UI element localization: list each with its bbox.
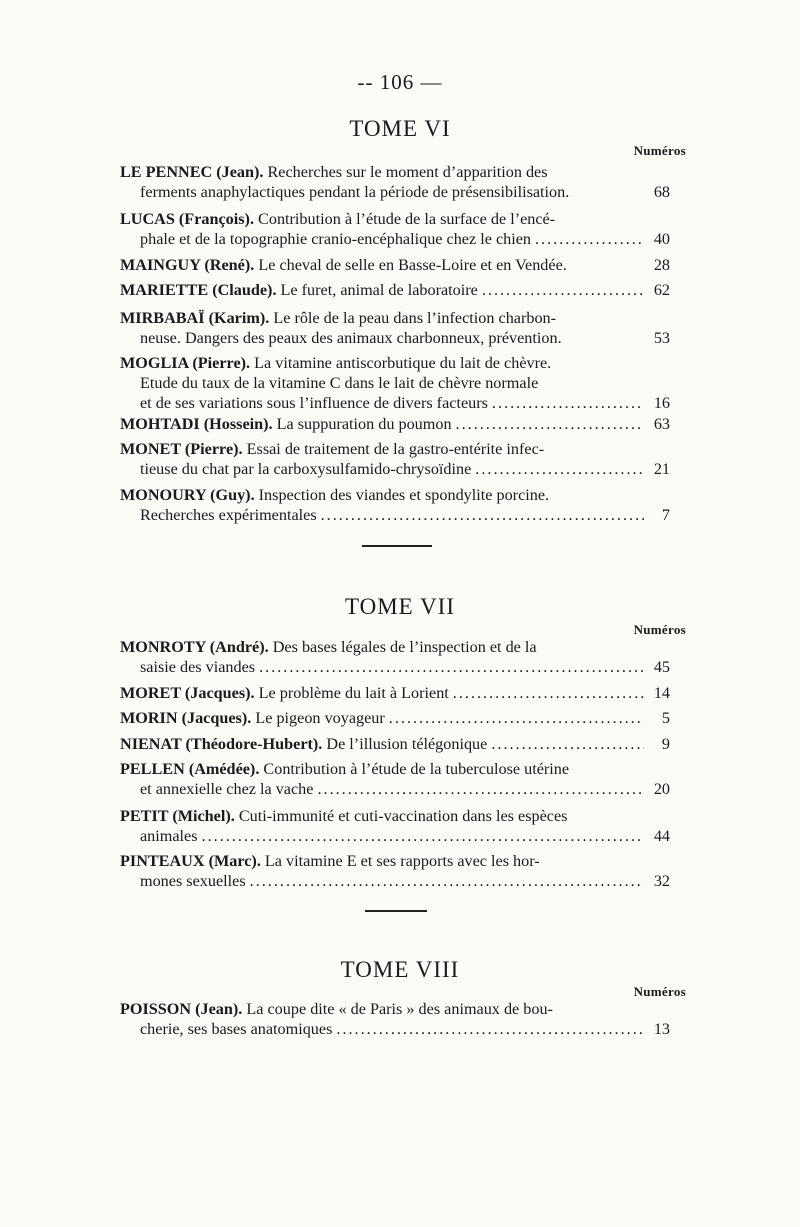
entry-line — [120, 1019, 670, 1039]
entry-line — [120, 759, 670, 779]
entry-title: Le furet, animal de laboratoire — [280, 281, 478, 299]
author-name: MOGLIA (Pierre). — [120, 354, 251, 372]
entry-line — [120, 999, 670, 1019]
leader-dots — [475, 459, 644, 479]
entry-text — [140, 182, 569, 202]
section-title: TOME VIII — [340, 957, 460, 982]
bibliography-entry — [120, 734, 670, 754]
entry-line — [120, 328, 670, 348]
entry-line — [120, 459, 670, 479]
entry-text — [120, 486, 549, 504]
numeros-label: Numéros — [633, 984, 686, 999]
leader-dots — [492, 393, 644, 413]
bibliography-entry — [120, 851, 670, 891]
entry-text — [120, 852, 540, 870]
entry-number: 28 — [653, 256, 670, 274]
entry-line — [120, 683, 670, 703]
entry-line — [120, 353, 670, 373]
author-name: PETIT (Michel). — [120, 807, 235, 825]
entry-title: animales — [140, 827, 198, 845]
leader-dots — [456, 414, 644, 434]
entry-number: 63 — [653, 415, 670, 433]
entry-text — [120, 708, 385, 728]
entry-line — [120, 637, 670, 657]
entry-number: 13 — [653, 1020, 670, 1038]
page-number: -- 106 — — [357, 70, 443, 94]
bibliography-entry — [120, 485, 670, 525]
bibliography-entry — [120, 280, 670, 300]
entry-title: La coupe dite « de Paris » des animaux de bou- — [246, 1000, 553, 1018]
entry-line — [120, 280, 670, 300]
leader-dots — [250, 871, 644, 891]
entry-title: Recherches expérimentales — [140, 506, 317, 524]
entry-title: Inspection des viandes et spondylite porcine. — [258, 486, 550, 504]
entry-line — [120, 308, 670, 328]
entry-number: 68 — [653, 183, 670, 201]
entry-title: Etude du taux de la vitamine C dans le lait de chèvre normale — [140, 374, 539, 392]
entry-text — [140, 328, 562, 348]
entry-text — [120, 414, 452, 434]
entry-text — [140, 657, 255, 677]
entry-line — [120, 826, 670, 846]
entry-text — [120, 210, 555, 228]
entry-number: 9 — [661, 735, 670, 753]
bibliography-entry — [120, 759, 670, 799]
entry-number: 14 — [653, 684, 670, 702]
author-name: PINTEAUX (Marc). — [120, 852, 261, 870]
entry-line — [120, 485, 670, 505]
entry-text — [120, 440, 544, 458]
entry-line — [120, 439, 670, 459]
entry-number: 40 — [653, 230, 670, 248]
entry-text — [140, 374, 538, 392]
entry-number: 32 — [653, 872, 670, 890]
entry-text — [140, 826, 198, 846]
entry-line — [120, 414, 670, 434]
entry-text — [120, 309, 556, 327]
author-name: MARIETTE (Claude). — [120, 281, 277, 299]
entry-text — [140, 1019, 332, 1039]
entry-line — [120, 657, 670, 677]
entry-title: Essai de traitement de la gastro-entérite infec- — [246, 440, 545, 458]
entry-line — [120, 505, 670, 525]
entry-line — [120, 806, 670, 826]
author-name: PELLEN (Amédée). — [120, 760, 260, 778]
entry-text — [140, 871, 246, 891]
entry-line — [120, 734, 670, 754]
entry-text — [140, 505, 317, 525]
entry-number: 44 — [653, 827, 670, 845]
bibliography-entry — [120, 162, 670, 202]
author-name: MONOURY (Guy). — [120, 486, 255, 504]
bibliography-entry — [120, 708, 670, 728]
leader-dots — [389, 708, 644, 728]
author-name: MONROTY (André). — [120, 638, 269, 656]
entry-text — [140, 779, 313, 799]
leader-dots — [259, 657, 644, 677]
section-divider — [362, 545, 432, 547]
entry-title: La vitamine E et ses rapports avec les hor- — [264, 852, 540, 870]
author-name: LUCAS (François). — [120, 210, 254, 228]
entry-title: La vitamine antiscorbutique du lait de chèvre. — [254, 354, 552, 372]
entry-line — [120, 393, 670, 413]
bibliography-entry — [120, 637, 670, 677]
entry-title: et annexielle chez la vache — [140, 780, 314, 798]
leader-dots — [482, 280, 644, 300]
bibliography-entry — [120, 353, 670, 413]
entry-text — [120, 280, 478, 300]
entry-text — [120, 255, 567, 275]
entry-number: 20 — [653, 780, 670, 798]
entry-title: Recherches sur le moment d’apparition des — [267, 163, 548, 181]
author-name: MOHTADI (Hossein). — [120, 415, 273, 433]
author-name: LE PENNEC (Jean). — [120, 163, 264, 181]
entry-title: La suppuration du poumon — [276, 415, 452, 433]
author-name: MONET (Pierre). — [120, 440, 243, 458]
entry-line — [120, 209, 670, 229]
author-name: MAINGUY (René). — [120, 256, 255, 274]
entry-title: phale et de la topographie cranio-encéphalique chez le chien — [140, 230, 531, 248]
bibliography-entry — [120, 209, 670, 249]
numeros-label: Numéros — [633, 143, 686, 158]
entry-line — [120, 255, 670, 275]
leader-dots — [317, 779, 644, 799]
entry-text — [120, 734, 487, 754]
leader-dots — [535, 229, 644, 249]
bibliography-entry — [120, 414, 670, 434]
bibliography-entry — [120, 683, 670, 703]
entry-line — [120, 373, 670, 393]
entry-title: Le cheval de selle en Basse-Loire et en Vendée. — [258, 256, 567, 274]
entry-text — [120, 638, 537, 656]
entry-number: 45 — [653, 658, 670, 676]
entry-title: tieuse du chat par la carboxysulfamido-chrysoïdine — [140, 460, 472, 478]
entry-line — [120, 708, 670, 728]
entry-number: 5 — [661, 709, 670, 727]
entry-number: 62 — [653, 281, 670, 299]
entry-number: 7 — [661, 506, 670, 524]
entry-title: Contribution à l’étude de la tuberculose utérine — [263, 760, 570, 778]
entry-title: Le rôle de la peau dans l’infection charbon- — [273, 309, 557, 327]
leader-dots — [202, 826, 644, 846]
entry-text — [120, 683, 449, 703]
leader-dots — [453, 683, 644, 703]
entry-text — [120, 807, 567, 825]
entry-title: neuse. Dangers des peaux des animaux charbonneux, prévention. — [140, 329, 562, 347]
entry-title: Des bases légales de l’inspection et de la — [272, 638, 537, 656]
author-name: MORIN (Jacques). — [120, 709, 252, 727]
entry-title: et de ses variations sous l’influence de divers facteurs — [140, 394, 488, 412]
entry-line — [120, 851, 670, 871]
bibliography-entry — [120, 308, 670, 348]
entry-text — [120, 354, 551, 372]
author-name: NIENAT (Théodore-Hubert). — [120, 735, 323, 753]
bibliography-entry — [120, 999, 670, 1039]
entry-title: mones sexuelles — [140, 872, 246, 890]
entry-line — [120, 229, 670, 249]
entry-line — [120, 871, 670, 891]
author-name: POISSON (Jean). — [120, 1000, 243, 1018]
author-name: MORET (Jacques). — [120, 684, 255, 702]
section-divider — [365, 910, 427, 912]
section-title: TOME VI — [349, 116, 451, 141]
entry-title: Le problème du lait à Lorient — [258, 684, 449, 702]
entry-title: Cuti-immunité et cuti-vaccination dans les espèces — [238, 807, 568, 825]
entry-title: De l’illusion télégonique — [326, 735, 488, 753]
numeros-label: Numéros — [633, 622, 686, 637]
entry-line — [120, 162, 670, 182]
entry-text — [140, 459, 471, 479]
entry-number: 53 — [653, 329, 670, 347]
entry-text — [120, 163, 548, 181]
entry-text — [140, 393, 488, 413]
bibliography-entry — [120, 255, 670, 275]
leader-dots — [336, 1019, 644, 1039]
entry-title: ferments anaphylactiques pendant la période de présensibilisation. — [140, 183, 570, 201]
section-title: TOME VII — [344, 594, 455, 619]
leader-dots — [321, 505, 644, 525]
entry-text — [140, 229, 531, 249]
entry-title: saisie des viandes — [140, 658, 256, 676]
entry-line — [120, 779, 670, 799]
author-name: MIRBABAÏ (Karim). — [120, 309, 270, 327]
bibliography-entry — [120, 806, 670, 846]
leader-dots — [491, 734, 644, 754]
entry-title: Le pigeon voyageur — [255, 709, 385, 727]
entry-number: 16 — [653, 394, 670, 412]
entry-text — [120, 760, 569, 778]
entry-line — [120, 182, 670, 202]
entry-title: cherie, ses bases anatomiques — [140, 1020, 333, 1038]
entry-title: Contribution à l’étude de la surface de l’encé- — [258, 210, 556, 228]
entry-text — [120, 1000, 553, 1018]
entry-number: 21 — [653, 460, 670, 478]
bibliography-entry — [120, 439, 670, 479]
